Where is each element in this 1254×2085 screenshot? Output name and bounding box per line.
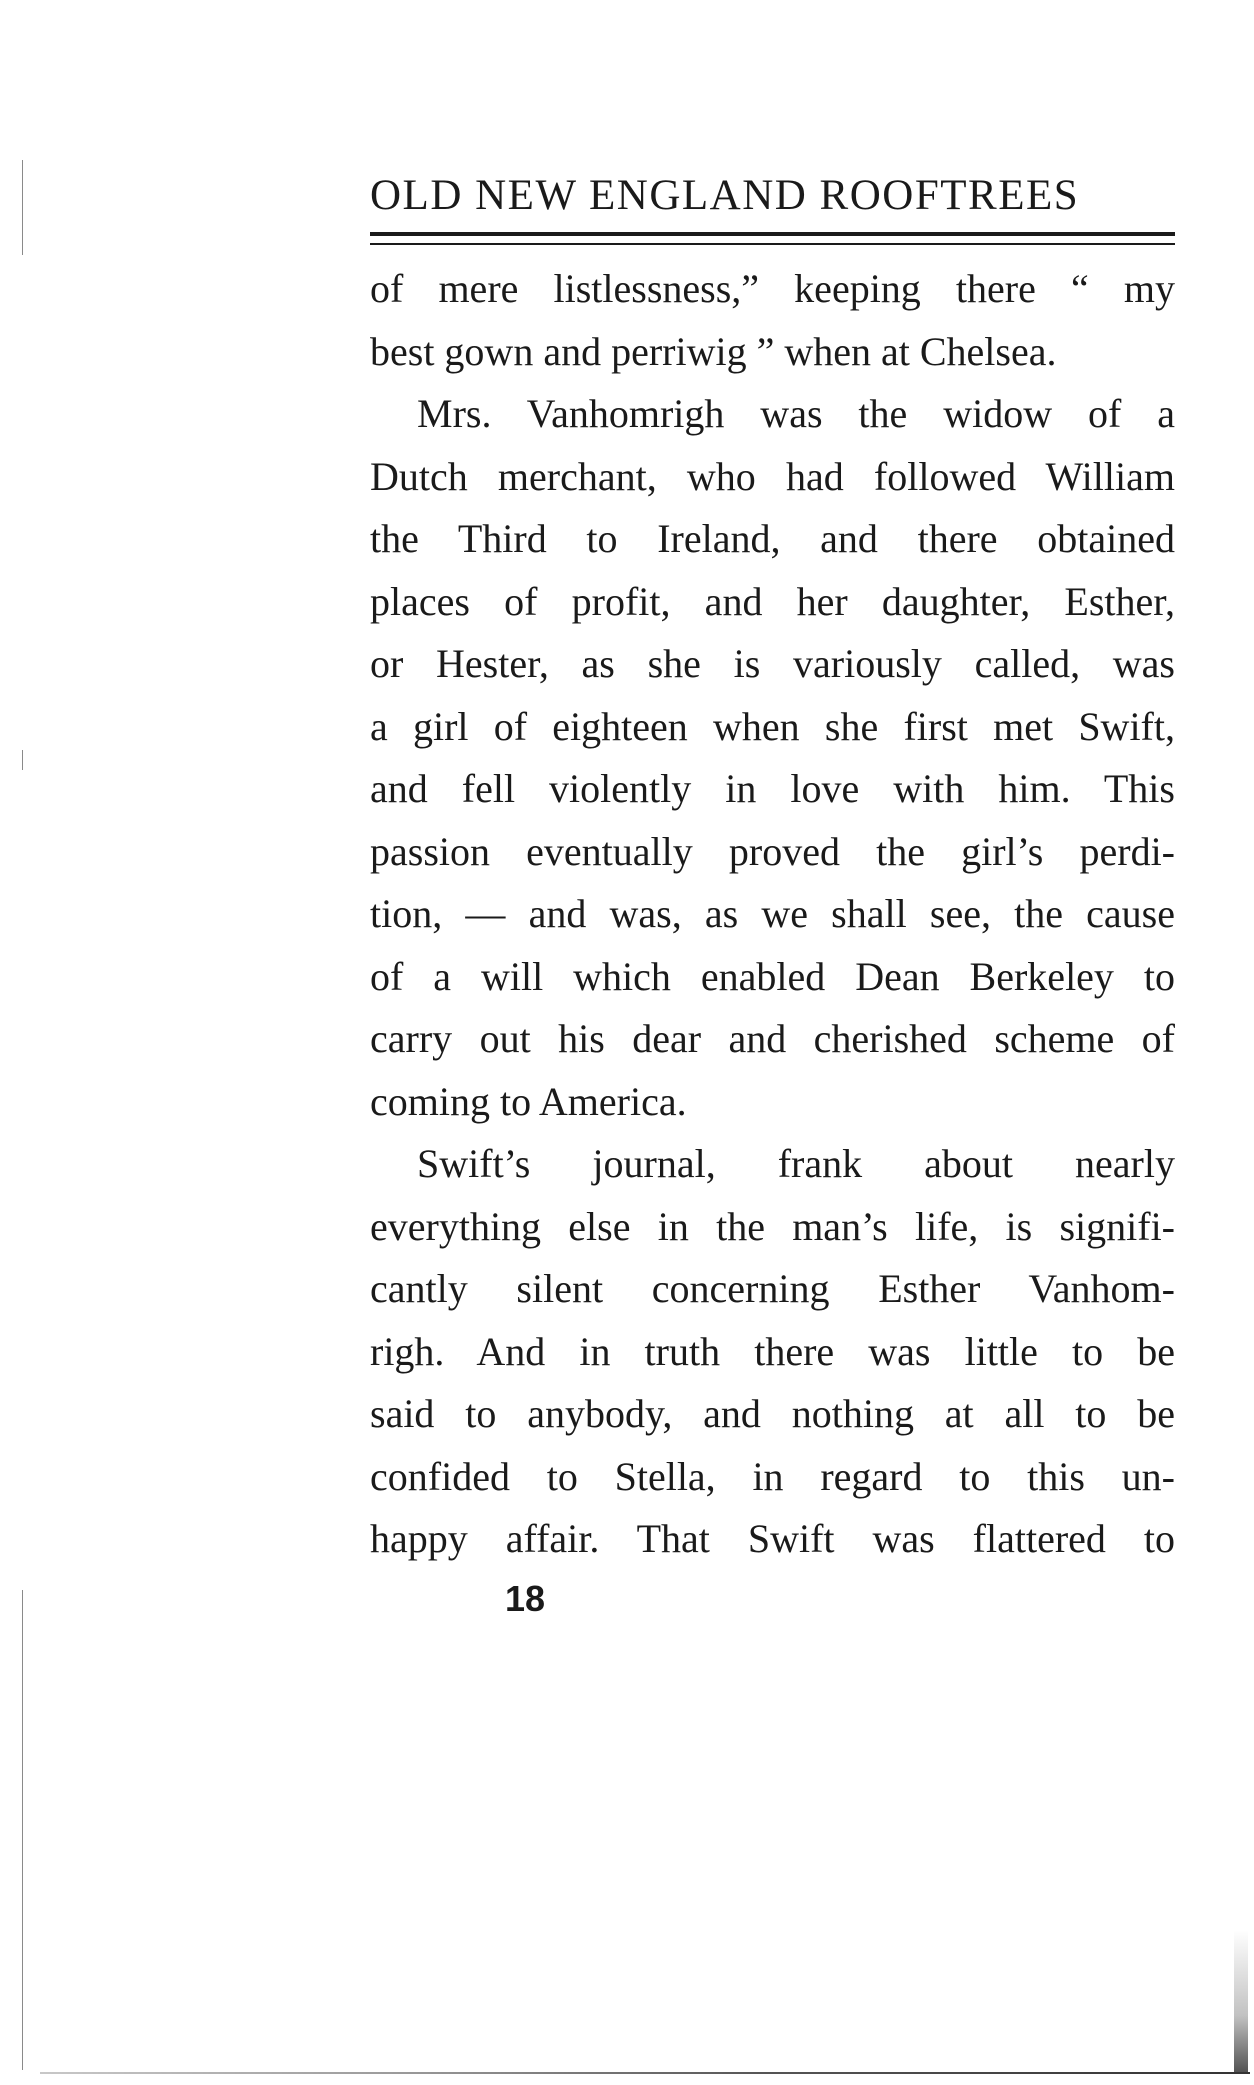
text-line: passion eventually proved the girl’s perdi- xyxy=(370,828,1175,874)
scan-edge-mark xyxy=(22,750,23,770)
text-line: and fell violently in love with him. This xyxy=(370,766,1175,811)
text-line: cantly silent concerning Esther Vanhom- xyxy=(370,1266,1175,1311)
scan-corner-shadow xyxy=(1234,1930,1248,2072)
scan-edge-mark xyxy=(22,160,23,255)
page-number: 18 xyxy=(505,1578,546,1619)
text-line: tion, — and was, as we shall see, the cause xyxy=(370,891,1175,936)
scan-bottom-edge xyxy=(40,2072,1250,2074)
text-line: Dutch merchant, who had followed William xyxy=(370,453,1175,499)
body-text xyxy=(370,258,1175,1571)
text-line: best gown and perriwig ” when at Chelsea. xyxy=(370,328,1057,374)
text-line: happy affair. That Swift was flattered to xyxy=(370,1516,1175,1561)
text-line: Swift’s journal, frank about nearly xyxy=(417,1141,1175,1186)
text-line: confided to Stella, in regard to this un- xyxy=(370,1453,1175,1499)
text-line: Mrs. Vanhomrigh was the widow of a xyxy=(417,391,1175,436)
text-line: the Third to Ireland, and there obtained xyxy=(370,516,1175,561)
text-line: righ. And in truth there was little to be xyxy=(370,1328,1175,1374)
header-rule-thin xyxy=(370,243,1175,245)
text-line: coming to America. xyxy=(370,1078,687,1124)
header-rule-thick xyxy=(370,232,1175,236)
scan-edge-mark xyxy=(22,1590,23,2070)
text-line: a girl of eighteen when she first met Swift, xyxy=(370,703,1175,749)
text-line: of mere listlessness,” keeping there “ my xyxy=(370,266,1175,311)
text-line: everything else in the man’s life, is signifi- xyxy=(370,1203,1175,1249)
text-line: said to anybody, and nothing at all to be xyxy=(370,1391,1175,1436)
text-line: or Hester, as she is variously called, was xyxy=(370,641,1175,686)
text-line: of a will which enabled Dean Berkeley to xyxy=(370,953,1175,999)
text-line: places of profit, and her daughter, Esther, xyxy=(370,578,1175,624)
text-line: carry out his dear and cherished scheme of xyxy=(370,1016,1175,1061)
running-header: OLD NEW ENGLAND ROOFTREES xyxy=(370,172,1080,219)
